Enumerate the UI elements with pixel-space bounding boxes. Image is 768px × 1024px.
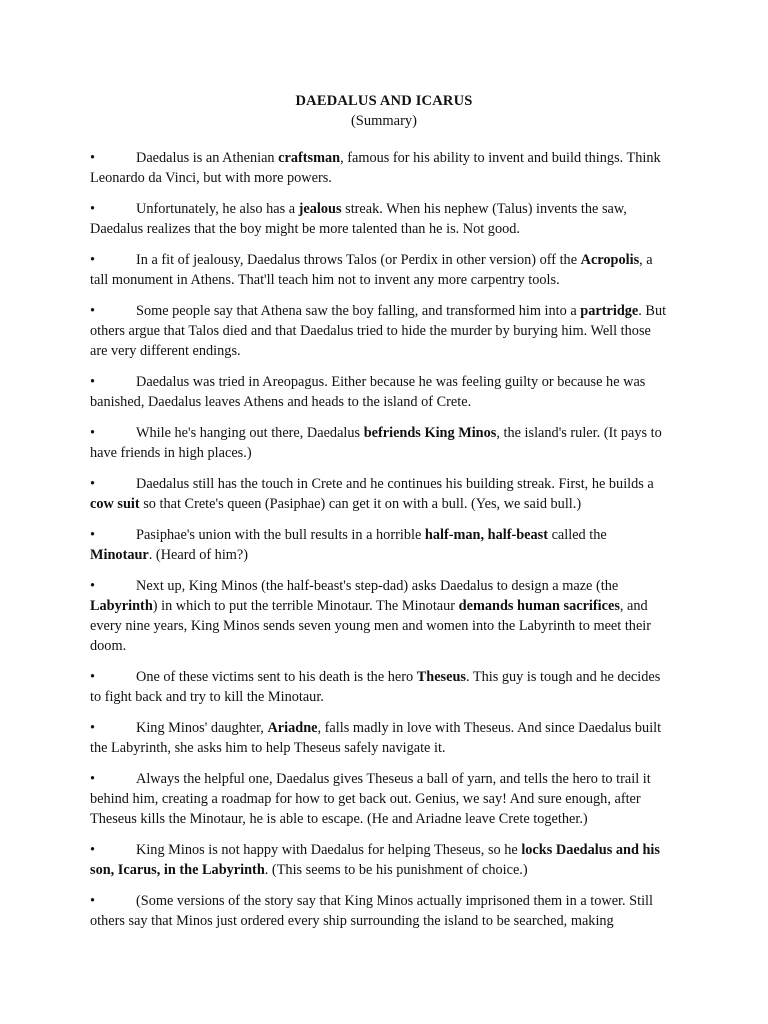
bold-text: cow suit: [90, 496, 140, 512]
paragraph-text: Next up, King Minos (the half-beast's step-dad) asks Daedalus to design a maze (the: [136, 578, 619, 594]
paragraph-text: In a fit of jealousy, Daedalus throws Talos (or Perdix in other version) off the: [136, 252, 581, 268]
paragraph-text: streak. When his nephew (Talus) invents the saw, Daedalus realizes that the boy might be more talented than he is. Not good.: [90, 201, 627, 237]
paragraph-text: Always the helpful one, Daedalus gives Theseus a ball of yarn, and tells the hero to trail it behind him, creating a roadmap for how to get back out. Genius, we say! And sure enough, after Theseus kills the Minotaur, he is able to escape. (He and Ariadne leave Crete together.): [90, 771, 651, 827]
bold-text: Ariadne: [267, 720, 318, 736]
summary-paragraph: [90, 250, 670, 290]
bold-text: half-man, half-beast: [424, 527, 548, 543]
bold-text: Acropolis: [580, 252, 640, 268]
paragraph-text: , falls madly in love with Theseus. And since Daedalus built the Labyrinth, she asks him to help Theseus safely navigate it.: [90, 720, 662, 756]
paragraph-text: Daedalus still has the touch in Crete and he continues his building streak. First, he builds a: [136, 476, 654, 492]
summary-paragraph: [90, 769, 670, 829]
bold-text: Labyrinth: [90, 598, 153, 614]
bullet-marker: •: [90, 150, 96, 166]
bullet-marker: •: [90, 374, 96, 390]
bullet-marker: •: [90, 527, 96, 543]
summary-paragraph: [90, 301, 670, 361]
summary-paragraph: [90, 576, 670, 656]
paragraph-text: , a tall monument in Athens. That'll teach him not to invent any more carpentry tools.: [90, 252, 653, 288]
bullet-marker: •: [90, 476, 96, 492]
paragraph-text: One of these victims sent to his death is the hero: [136, 669, 417, 685]
summary-paragraph: [90, 474, 670, 514]
bold-text: partridge: [580, 303, 639, 319]
paragraph-text: . But others argue that Talos died and that Daedalus tried to hide the murder by burying him. Well those are very different endings.: [90, 303, 667, 359]
paragraph-text: so that Crete's queen (Pasiphae) can get it on with a bull. (Yes, we said bull.): [139, 496, 582, 512]
summary-paragraph: [90, 423, 670, 463]
paragraph-text: While he's hanging out there, Daedalus: [136, 425, 364, 441]
page-title: DAEDALUS AND ICARUS: [295, 93, 473, 109]
summary-paragraph: [90, 667, 670, 707]
summary-paragraph: [90, 891, 670, 931]
paragraph-text: Pasiphae's union with the bull results in a horrible: [136, 527, 425, 543]
paragraph-text: called the: [548, 527, 607, 543]
bullet-marker: •: [90, 669, 96, 685]
paragraph-text: King Minos' daughter,: [136, 720, 268, 736]
paragraph-text: (Some versions of the story say that King Minos actually imprisoned them in a tower. Still others say that Minos just ordered every ship surrounding the island to be searched, making: [90, 893, 654, 929]
bold-text: befriends King Minos: [363, 425, 497, 441]
paragraph-text: . (Heard of him?): [148, 547, 249, 563]
bold-text: Minotaur: [90, 547, 149, 563]
summary-paragraph: [90, 525, 670, 565]
paragraph-text: . This guy is tough and he decides to fight back and try to kill the Minotaur.: [90, 669, 661, 705]
paragraph-text: Some people say that Athena saw the boy falling, and transformed him into a: [136, 303, 581, 319]
page-subtitle: (Summary): [350, 113, 418, 129]
bullet-marker: •: [90, 201, 96, 217]
bullet-marker: •: [90, 578, 96, 594]
bold-text: jealous: [298, 201, 342, 217]
paragraph-text: . (This seems to be his punishment of choice.): [264, 862, 528, 878]
bullet-marker: •: [90, 425, 96, 441]
bullet-marker: •: [90, 720, 96, 736]
paragraph-text: King Minos is not happy with Daedalus for helping Theseus, so he: [136, 842, 522, 858]
bold-text: craftsman: [278, 150, 341, 166]
summary-paragraph: [90, 148, 670, 188]
bold-text: Theseus: [416, 669, 466, 685]
bullet-marker: •: [90, 893, 96, 909]
paragraph-text: Unfortunately, he also has a: [136, 201, 299, 217]
summary-paragraph: [90, 372, 670, 412]
bullet-marker: •: [90, 771, 96, 787]
paragraph-text: ) in which to put the terrible Minotaur. The Minotaur: [152, 598, 459, 614]
bullet-marker: •: [90, 252, 96, 268]
paragraph-text: , the island's ruler. (It pays to have friends in high places.): [90, 425, 662, 461]
summary-body: [90, 148, 670, 942]
bullet-marker: •: [90, 842, 96, 858]
bullet-marker: •: [90, 303, 96, 319]
summary-paragraph: [90, 199, 670, 239]
paragraph-text: Daedalus was tried in Areopagus. Either because he was feeling guilty or because he was banished, Daedalus leaves Athens and heads to the island of Crete.: [90, 374, 646, 410]
bold-text: locks Daedalus and his son, Icarus, in the Labyrinth: [90, 842, 660, 878]
summary-paragraph: [90, 840, 670, 880]
paragraph-text: , famous for his ability to invent and build things. Think Leonardo da Vinci, but with more powers.: [90, 150, 661, 186]
bold-text: demands human sacrifices: [458, 598, 620, 614]
paragraph-text: Daedalus is an Athenian: [136, 150, 279, 166]
paragraph-text: , and every nine years, King Minos sends seven young men and women into the Labyrinth to meet their doom.: [90, 598, 652, 654]
summary-paragraph: [90, 718, 670, 758]
